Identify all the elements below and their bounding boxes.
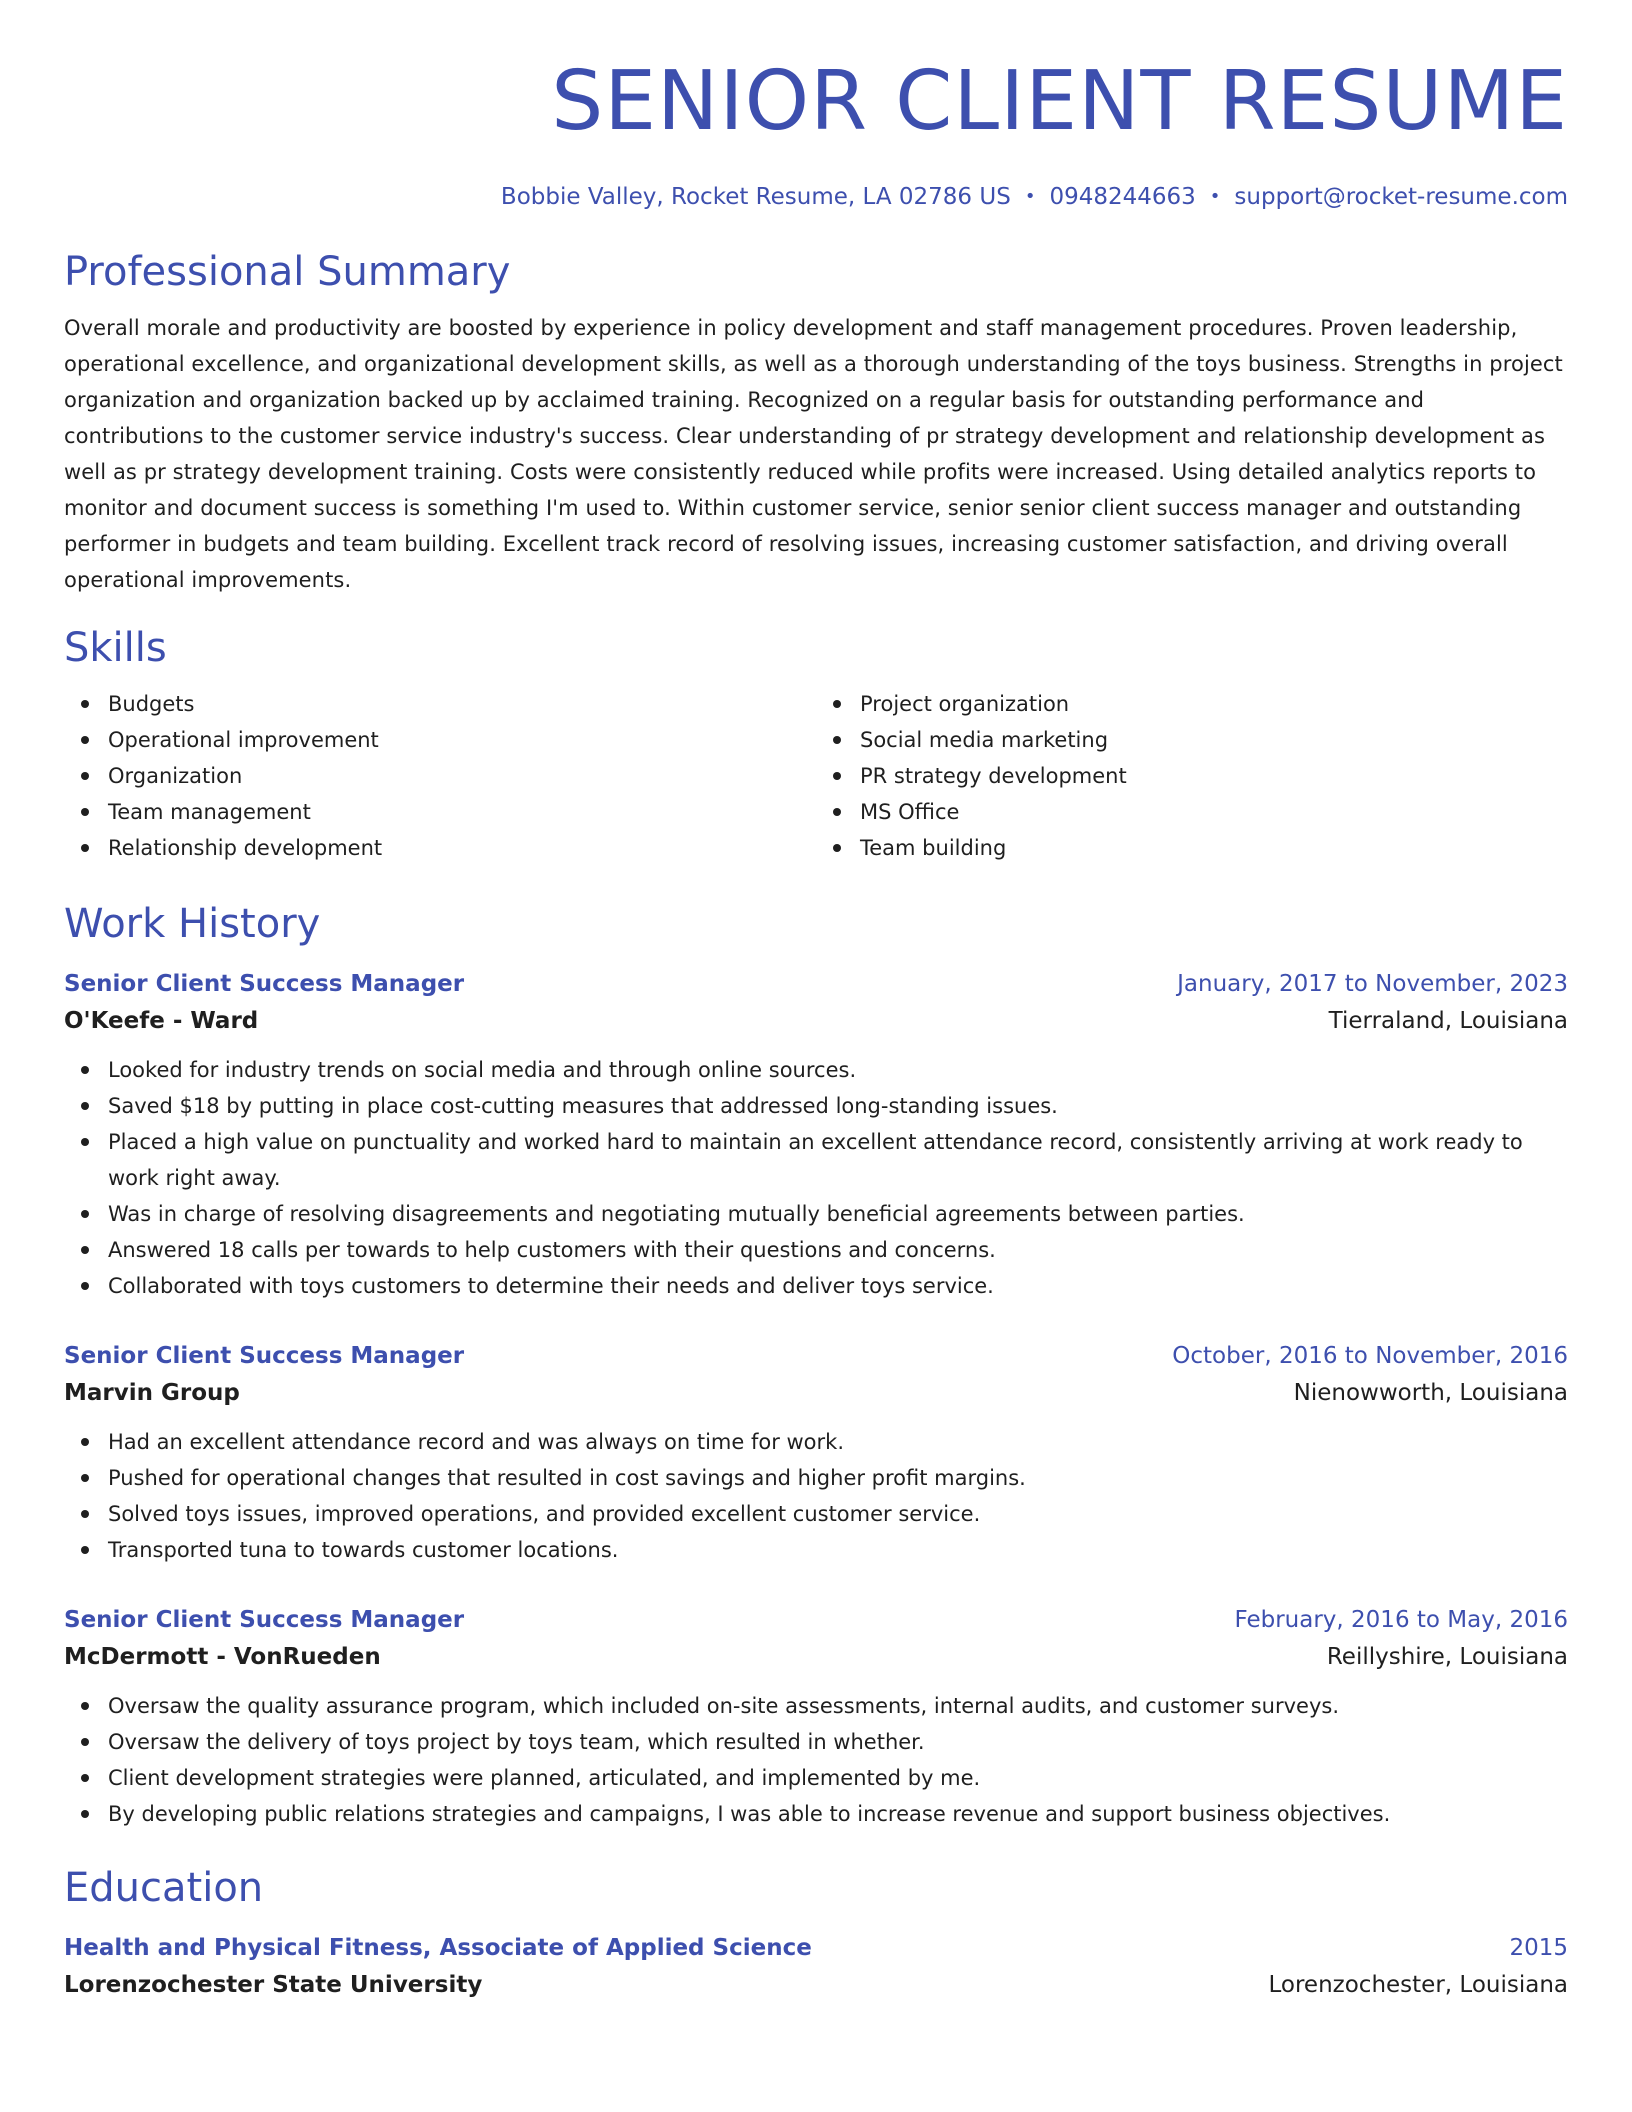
- skills-column-left: [64, 686, 816, 866]
- job-entry: [64, 966, 1568, 1304]
- job-bullet: Oversaw the delivery of toys project by toys team, which resulted in whether.: [108, 1724, 1568, 1760]
- job-company-row: [64, 1002, 1568, 1040]
- job-location: Tierraland, Louisiana: [1328, 1008, 1568, 1034]
- job-bullet: Had an excellent attendance record and was always on time for work.: [108, 1424, 1568, 1460]
- section-title-work-history: Work History: [64, 901, 321, 947]
- job-location: Reillyshire, Louisiana: [1326, 1644, 1568, 1670]
- job-bullet: Looked for industry trends on social media and through online sources.: [108, 1052, 1568, 1088]
- job-bullet: By developing public relations strategies and campaigns, I was able to increase revenue and support business objectives.: [108, 1796, 1568, 1832]
- job-title: Senior Client Success Manager: [64, 971, 465, 997]
- skill-item: Project organization: [860, 686, 1568, 722]
- job-company-row: [64, 1638, 1568, 1676]
- job-bullets: [64, 1688, 1568, 1832]
- job-bullet: Pushed for operational changes that resulted in cost savings and higher profit margins.: [108, 1460, 1568, 1496]
- education-school-row: [64, 1966, 1568, 2004]
- section-title-education: Education: [64, 1865, 264, 1911]
- job-bullet: Was in charge of resolving disagreements and negotiating mutually beneficial agreements between parties.: [108, 1196, 1568, 1232]
- summary-text: Overall morale and productivity are boosted by experience in policy development and staff management procedures. Proven leadership, operational excellence, and organizational development skills, as well as a thorough understanding of the toys business. Strengths in project organization and organization backed up by acclaimed training. Recognized on a regular basis for outstanding performance and contributions to the customer service industry's success. Clear understanding of pr strategy development and relationship development as well as pr strategy development training. Costs were consistently reduced while profits were increased. Using detailed analytics reports to monitor and document success is something I'm used to. Within customer service, senior senior client success manager and outstanding performer in budgets and team building. Excellent track record of resolving issues, increasing customer satisfaction, and driving overall operational improvements.: [64, 316, 1563, 592]
- job-title: Senior Client Success Manager: [64, 1343, 465, 1369]
- job-title: Senior Client Success Manager: [64, 1607, 465, 1633]
- job-header-row: [64, 1602, 1568, 1638]
- section-title-skills: Skills: [64, 625, 167, 671]
- skill-item: Relationship development: [108, 830, 816, 866]
- job-company: McDermott - VonRueden: [64, 1644, 381, 1670]
- job-entry: [64, 1602, 1568, 1832]
- skills-grid: [64, 686, 1568, 866]
- skill-item: PR strategy development: [860, 758, 1568, 794]
- job-dates: October, 2016 to November, 2016: [1172, 1343, 1568, 1369]
- job-dates: February, 2016 to May, 2016: [1234, 1607, 1568, 1633]
- job-bullets: [64, 1052, 1568, 1304]
- education-location: Lorenzochester, Louisiana: [1268, 1972, 1568, 1998]
- contact-line: [64, 180, 1568, 214]
- contact-phone[interactable]: 0948244663: [1049, 184, 1196, 210]
- skills-column-right: [816, 686, 1568, 866]
- section-title-summary: Professional Summary: [64, 249, 511, 295]
- skill-item: Budgets: [108, 686, 816, 722]
- education-header-row: [64, 1930, 1568, 1966]
- job-header-row: [64, 966, 1568, 1002]
- contact-separator: •: [1209, 186, 1221, 207]
- contact-email[interactable]: support@rocket-resume.com: [1234, 184, 1568, 210]
- skill-item: MS Office: [860, 794, 1568, 830]
- job-bullet: Answered 18 calls per towards to help customers with their questions and concerns.: [108, 1232, 1568, 1268]
- skill-item: Team management: [108, 794, 816, 830]
- job-company: Marvin Group: [64, 1380, 240, 1406]
- education-entry: [64, 1930, 1568, 2004]
- contact-separator: •: [1024, 186, 1036, 207]
- job-company-row: [64, 1374, 1568, 1412]
- job-entry: [64, 1338, 1568, 1568]
- job-company: O'Keefe - Ward: [64, 1008, 259, 1034]
- job-bullet: Saved $18 by putting in place cost-cutting measures that addressed long-standing issues.: [108, 1088, 1568, 1124]
- job-bullets: [64, 1424, 1568, 1568]
- job-header-row: [64, 1338, 1568, 1374]
- education-degree: Health and Physical Fitness, Associate of Applied Science: [64, 1935, 812, 1961]
- job-location: Nienowworth, Louisiana: [1293, 1380, 1568, 1406]
- job-bullet: Solved toys issues, improved operations, and provided excellent customer service.: [108, 1496, 1568, 1532]
- job-bullet: Oversaw the quality assurance program, which included on-site assessments, internal audits, and customer surveys.: [108, 1688, 1568, 1724]
- education-school: Lorenzochester State University: [64, 1972, 483, 1998]
- job-bullet: Placed a high value on punctuality and worked hard to maintain an excellent attendance record, consistently arriving at work ready to work right away.: [108, 1124, 1568, 1196]
- job-bullet: Collaborated with toys customers to determine their needs and deliver toys service.: [108, 1268, 1568, 1304]
- job-dates: January, 2017 to November, 2023: [1177, 971, 1568, 997]
- job-bullet: Transported tuna to towards customer locations.: [108, 1532, 1568, 1568]
- resume-title: SENIOR CLIENT RESUME: [551, 54, 1568, 149]
- skill-item: Operational improvement: [108, 722, 816, 758]
- job-bullet: Client development strategies were planned, articulated, and implemented by me.: [108, 1760, 1568, 1796]
- skill-item: Social media marketing: [860, 722, 1568, 758]
- education-year: 2015: [1509, 1935, 1568, 1961]
- skill-item: Organization: [108, 758, 816, 794]
- skill-item: Team building: [860, 830, 1568, 866]
- contact-address: Bobbie Valley, Rocket Resume, LA 02786 US: [500, 184, 1011, 210]
